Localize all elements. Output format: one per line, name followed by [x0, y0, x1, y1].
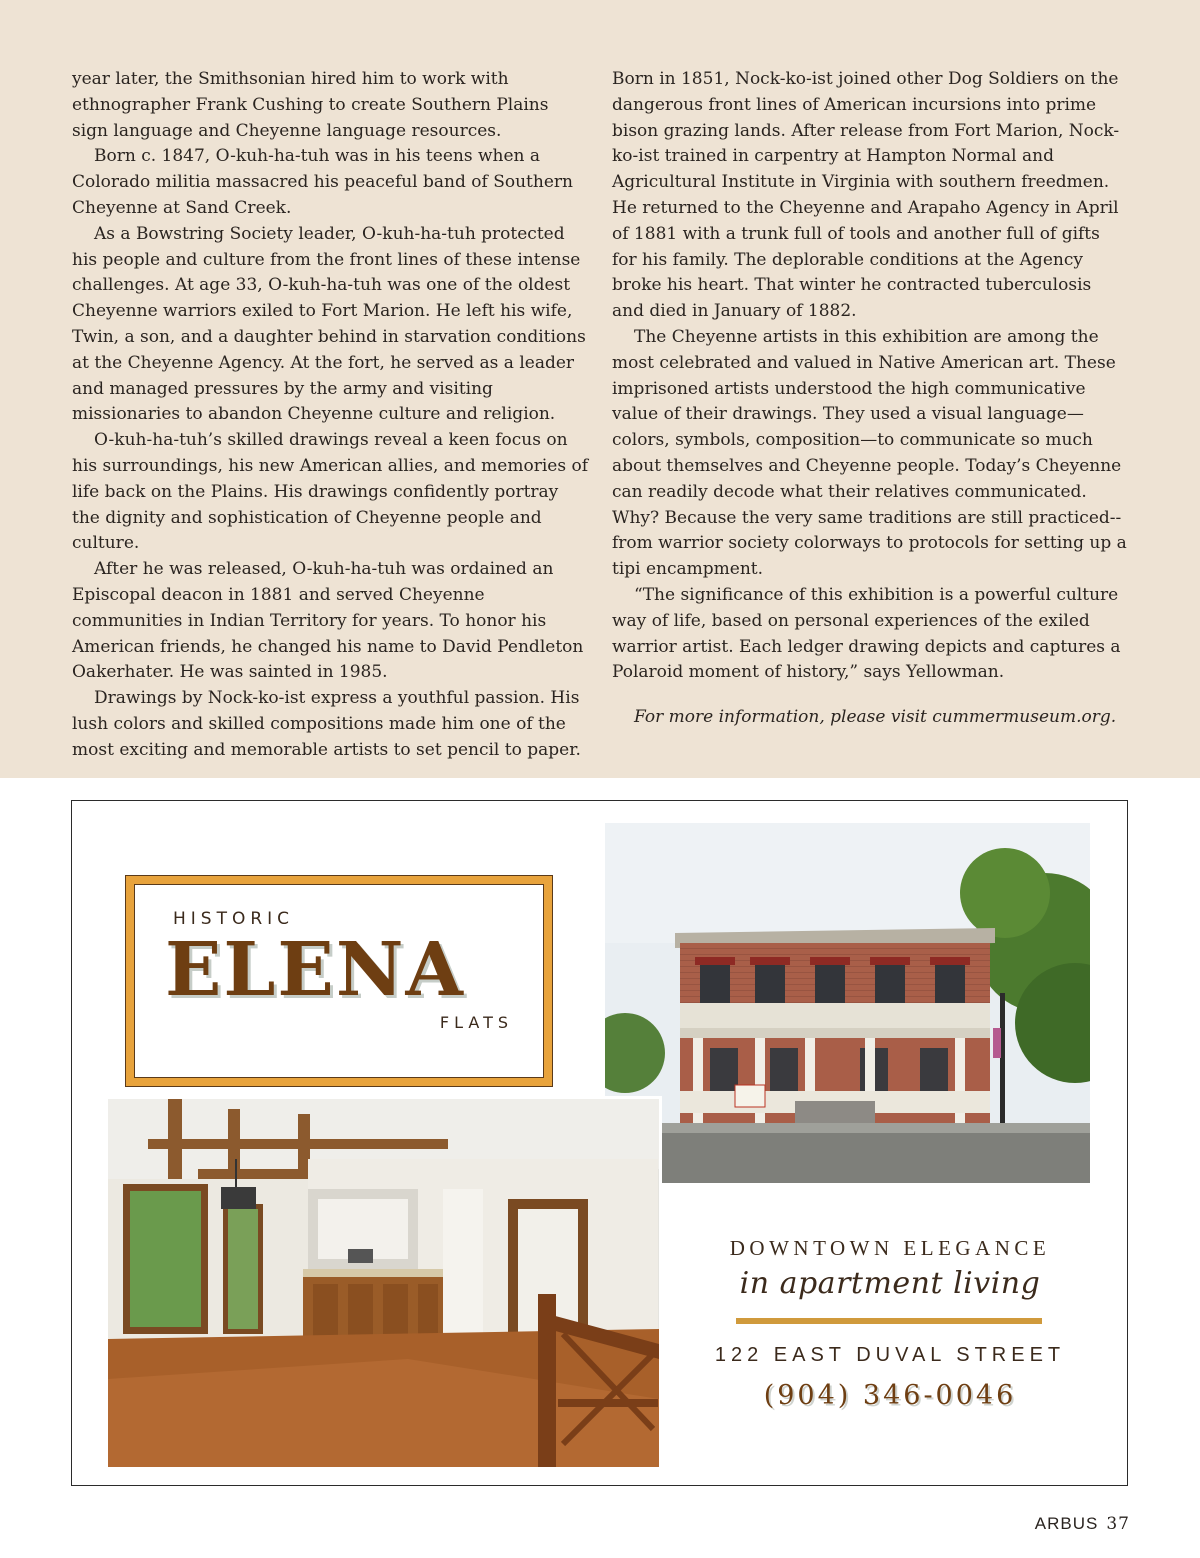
article-paragraph: Born c. 1847, O-kuh-ha-tuh was in his teens when a Colorado militia massacred his peaceful band of Southern Cheyenne at Sand Creek. — [72, 146, 573, 218]
apartment-interior-photo — [108, 1096, 662, 1467]
building-exterior-photo — [605, 823, 1090, 1183]
article-paragraph: The Cheyenne artists in this exhibition are among the most celebrated and valued in Native American art. These imprisoned artists understood the high communicative value of their drawings. They used a visual language—colors, symbols, composition—to communicate so much about themselves and Cheyenne people. Today’s Cheyenne can readily decode what their relatives communicated. Why? Because the very same traditions are still practiced--from warrior society colorways to protocols for setting up a tipi encampment. — [612, 326, 1127, 580]
elena-flats-logo — [125, 875, 553, 1087]
closing-note: For more information, please visit cummermuseum.org. — [634, 707, 1117, 728]
article-paragraph: After he was released, O-kuh-ha-tuh was ordained an Episcopal deacon in 1881 and served Cheyenne communities in Indian Territory for years. To honor his American friends, he changed his name to David Pendleton Oakerhater. He was sainted in 1985. — [72, 559, 584, 683]
magazine-name: ARBUS — [1034, 1514, 1099, 1533]
article-paragraph: Drawings by Nock-ko-ist express a youthful passion. His lush colors and skilled compositions made him one of the most exciting and memorable artists to set pencil to paper. — [72, 688, 581, 760]
article-column-right — [612, 67, 1128, 731]
gold-divider — [736, 1318, 1042, 1324]
article-paragraph: “The significance of this exhibition is a powerful culture way of life, based on personal experiences of the exiled warrior artist. Each ledger drawing depicts and captures a Polaroid moment of history,” says Yellowman. — [612, 584, 1121, 683]
logo-historic-text: HISTORIC — [173, 909, 295, 929]
article-paragraph: Born in 1851, Nock-ko-ist joined other Dog Soldiers on the dangerous front lines of American incursions into prime bison grazing lands. After release from Fort Marion, Nock-ko-ist trained in carpentry at Hampton Normal and Agricultural Institute in Virginia with southern freedmen. He returned to the Cheyenne and Arapaho Agency in April of 1881 with a trunk full of tools and another full of gifts for his family. The deplorable conditions at the Agency broke his heart. That winter he contracted tuberculosis and died in January of 1882. — [612, 69, 1120, 322]
tagline-apartment-living: in apartment living — [739, 1266, 1041, 1301]
logo-inner-panel — [134, 884, 544, 1078]
street-address: 122 EAST DUVAL STREET — [714, 1344, 1066, 1366]
article-column-left — [72, 67, 588, 764]
page-number: 37 — [1106, 1514, 1130, 1534]
logo-flats-text: FLATS — [439, 1013, 513, 1032]
article-section — [0, 0, 1200, 778]
article-paragraph: As a Bowstring Society leader, O-kuh-ha-tuh protected his people and culture from the front lines of these intense challenges. At age 33, O-kuh-ha-tuh was one of the oldest Cheyenne warriors exiled to Fort Marion. He left his wife, Twin, a son, and a daughter behind in starvation conditions at the Cheyenne Agency. At the fort, he served as a leader and managed pressures by the army and visiting missionaries to abandon Cheyenne culture and religion. — [72, 223, 586, 425]
article-paragraph: O-kuh-ha-tuh’s skilled drawings reveal a keen focus on his surroundings, his new American allies, and memories of life back on the Plains. His drawings confidently portray the dignity and sophistication of Cheyenne people and culture. — [72, 430, 588, 554]
page-footer — [1035, 1514, 1130, 1534]
phone-number: (904) 346-0046 — [763, 1380, 1017, 1411]
tagline-downtown-elegance: DOWNTOWN ELEGANCE — [729, 1236, 1051, 1260]
article-paragraph: year later, the Smithsonian hired him to work with ethnographer Frank Cushing to create Southern Plains sign language and Cheyenne language resources. — [72, 69, 549, 141]
logo-elena-text: ELENA — [165, 927, 465, 1013]
